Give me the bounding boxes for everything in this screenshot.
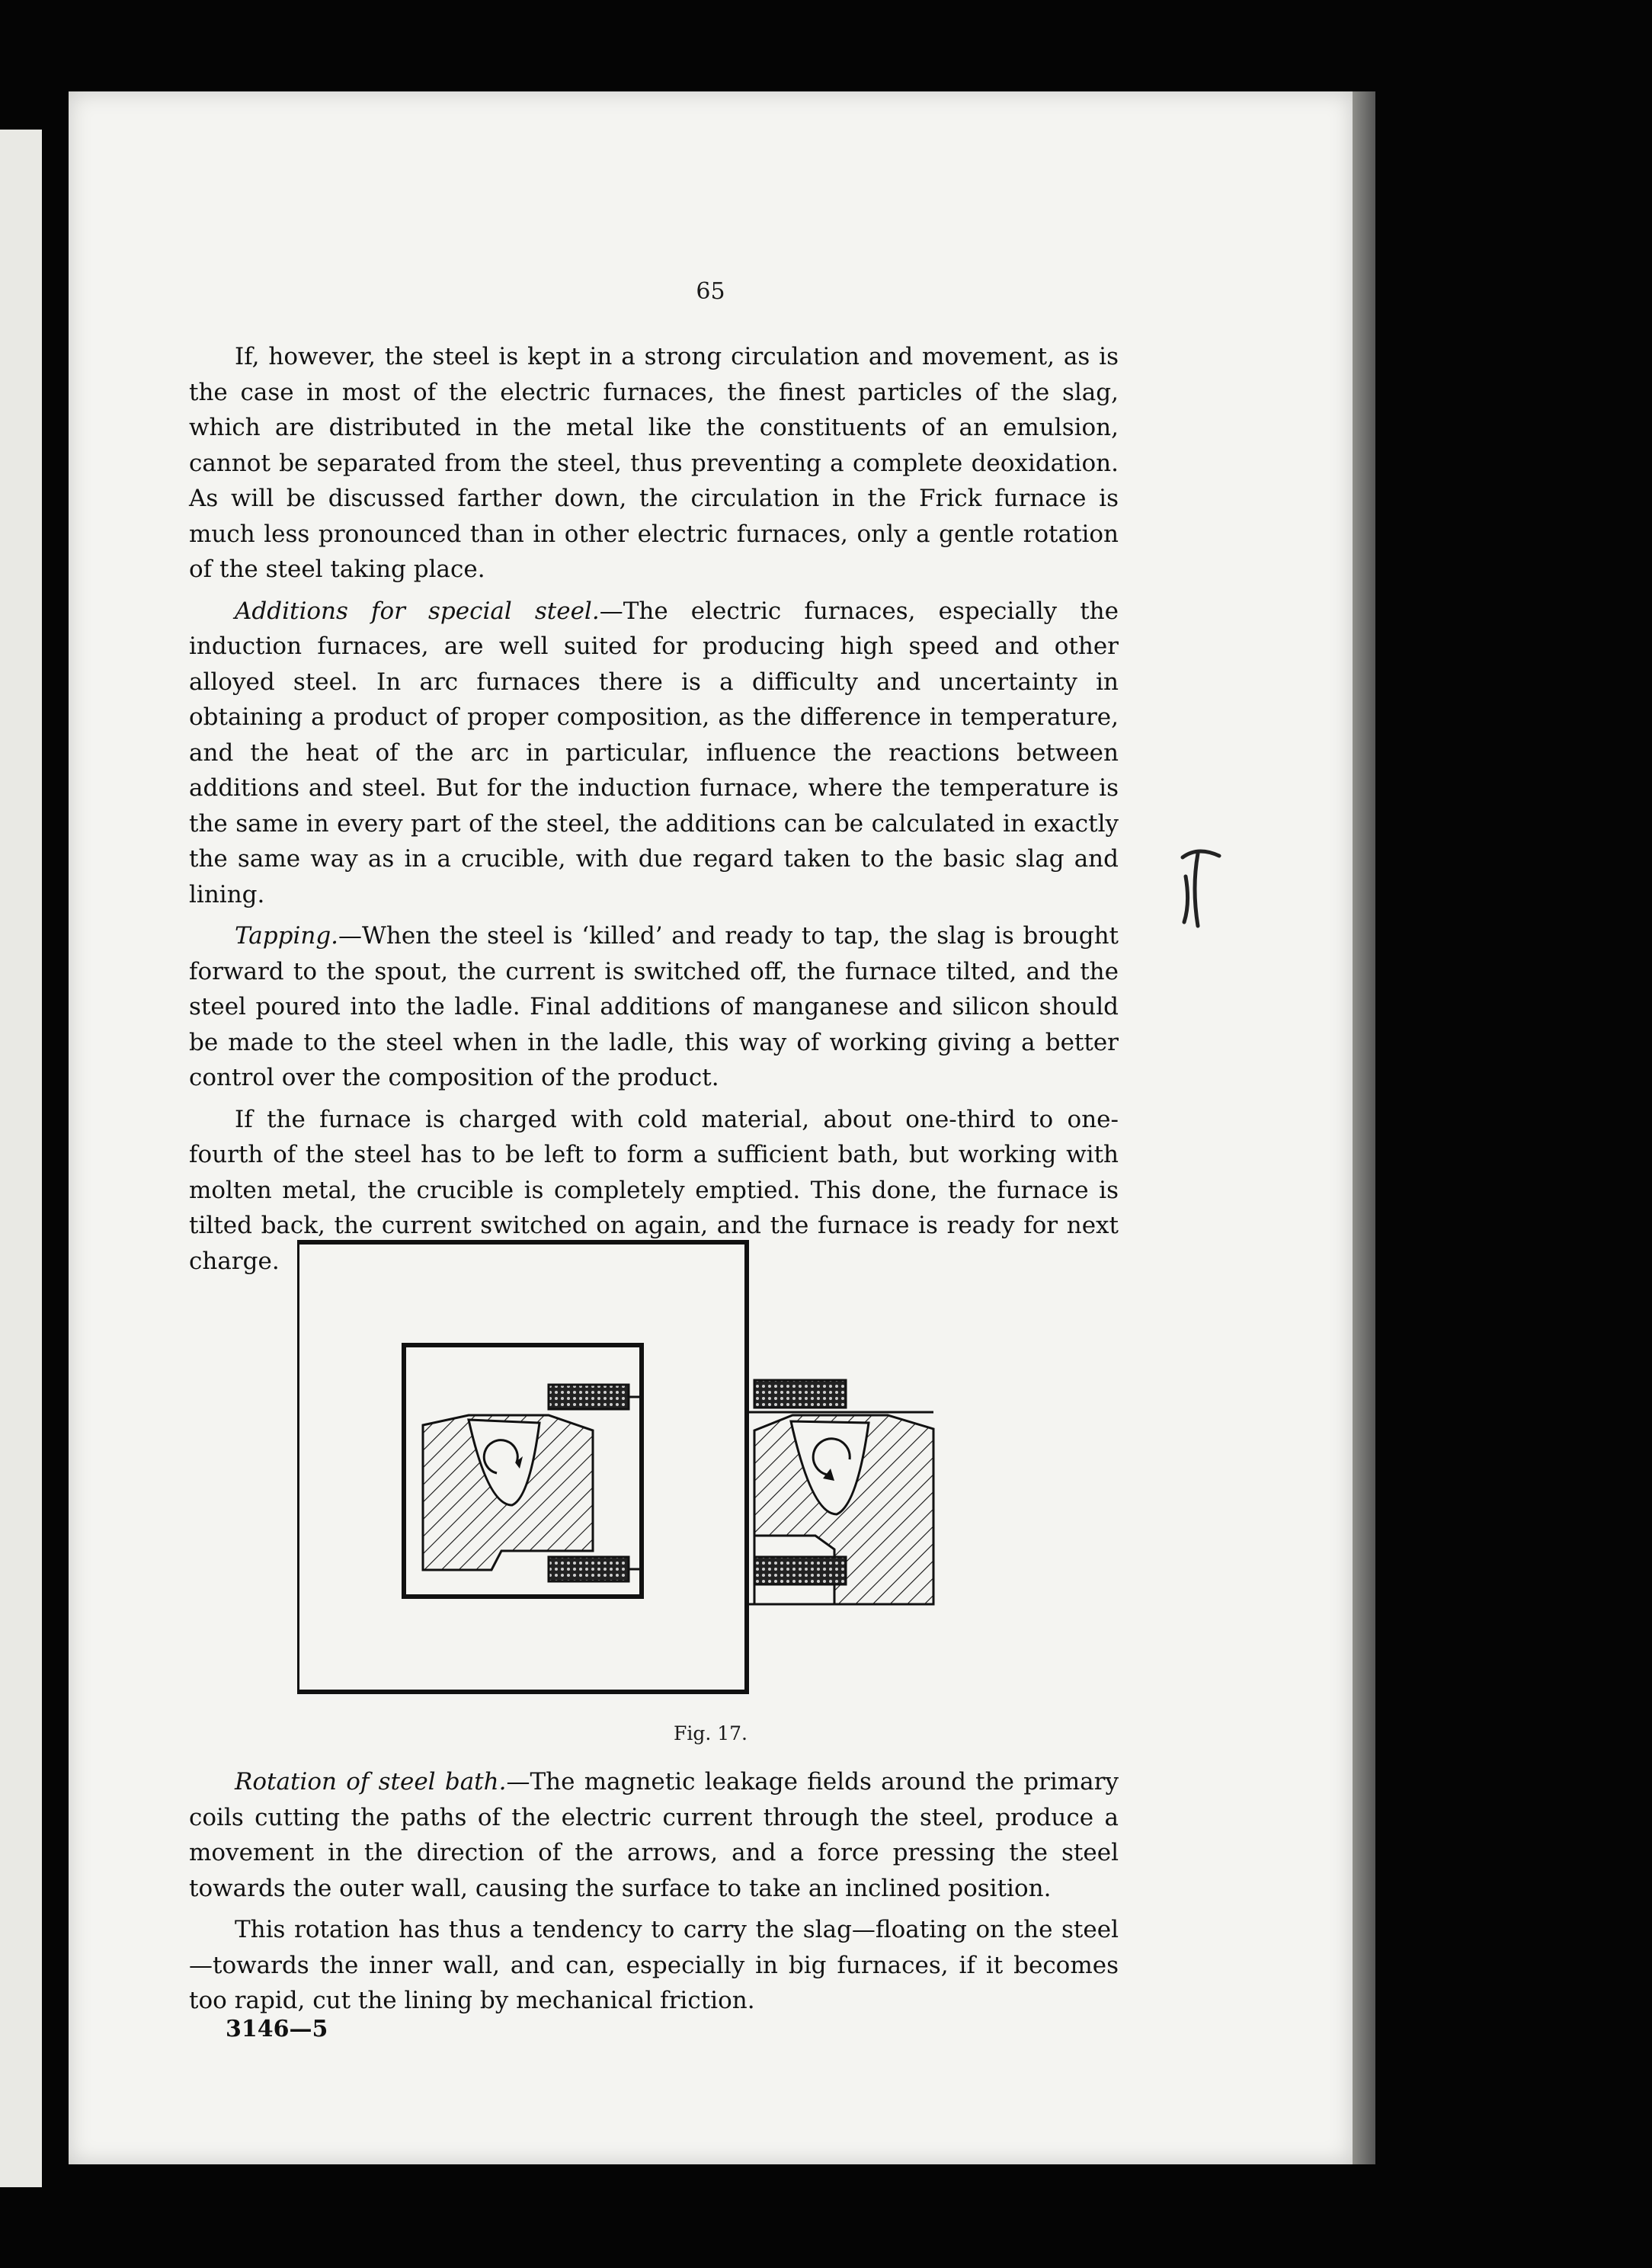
- paragraph: Additions for special steel.—The electric furnaces, especially the induction furnaces, are well suited for producing high speed and other alloyed steel. In arc furnaces there is a difficulty and uncertainty in obtaining a product of proper composition, as the difference in temperature, and the heat of the arc in particular, influence the reactions between additions and steel. But for the induction furnace, where the temperature is the same in every part of the steel, the additions can be calculated in exactly the same way as in a crucible, with due regard taken to the basic slag and lining.: [189, 597, 1119, 908]
- body-text-top: [189, 339, 1119, 1285]
- primary-coil-lower-right: [754, 1557, 846, 1584]
- furnace-cross-section-figure: [297, 1231, 1082, 1726]
- figure-caption: Fig. 17.: [674, 1722, 748, 1744]
- paragraph-heading: Tapping.: [235, 922, 339, 950]
- primary-coil-lower-left: [549, 1557, 629, 1581]
- document-page: [69, 91, 1353, 2164]
- page-number: 65: [696, 278, 725, 305]
- previous-page-edge: [0, 130, 42, 2187]
- primary-coil-upper-left: [549, 1385, 629, 1409]
- paragraph: Tapping.—When the steel is ‘killed’ and ready to tap, the slag is brought forward to the spout, the current is switched off, the furnace tilted, and the steel poured into the ladle. Final additions of manganese and silicon should be made to the steel when in the ladle, this way of working giving a better control over the composition of the product.: [189, 922, 1119, 1091]
- paragraph: If the furnace is charged with cold material, about one-third to one-fourth of the steel has to be left to form a sufficient bath, but working with molten metal, the crucible is completely emptied. This done, the furnace is tilted back, the current switched on again, and the furnace is ready for next charge.: [189, 1105, 1119, 1275]
- paragraph: If, however, the steel is kept in a strong circulation and movement, as is the case in most of the electric furnaces, the finest particles of the slag, which are distributed in the metal like the constituents of an emulsion, cannot be separated from the steel, thus preventing a complete deoxidation. As will be discussed farther down, the circulation in the Frick furnace is much less pronounced than in other electric furnaces, only a gentle rotation of the steel taking place.: [189, 343, 1119, 583]
- handwritten-margin-mark: [1175, 842, 1225, 934]
- paragraph-heading: Rotation of steel bath.: [235, 1768, 507, 1796]
- body-text-bottom: [189, 1764, 1119, 2025]
- paragraph: Rotation of steel bath.—The magnetic leakage fields around the primary coils cutting the paths of the electric current through the steel, produce a movement in the direction of the arrows, and a force pressing the steel towards the outer wall, causing the surface to take an inclined position.: [189, 1768, 1119, 1902]
- paragraph-heading: Additions for special steel.: [235, 597, 600, 625]
- primary-coil-upper-right: [754, 1380, 846, 1408]
- left-crucible-section: [423, 1415, 593, 1570]
- printer-signature: 3146—5: [226, 2016, 328, 2042]
- paragraph: This rotation has thus a tendency to carry the slag—floating on the steel—towards the inner wall, and can, especially in big furnaces, if it becomes too rapid, cut the lining by mechanical friction.: [189, 1916, 1119, 2014]
